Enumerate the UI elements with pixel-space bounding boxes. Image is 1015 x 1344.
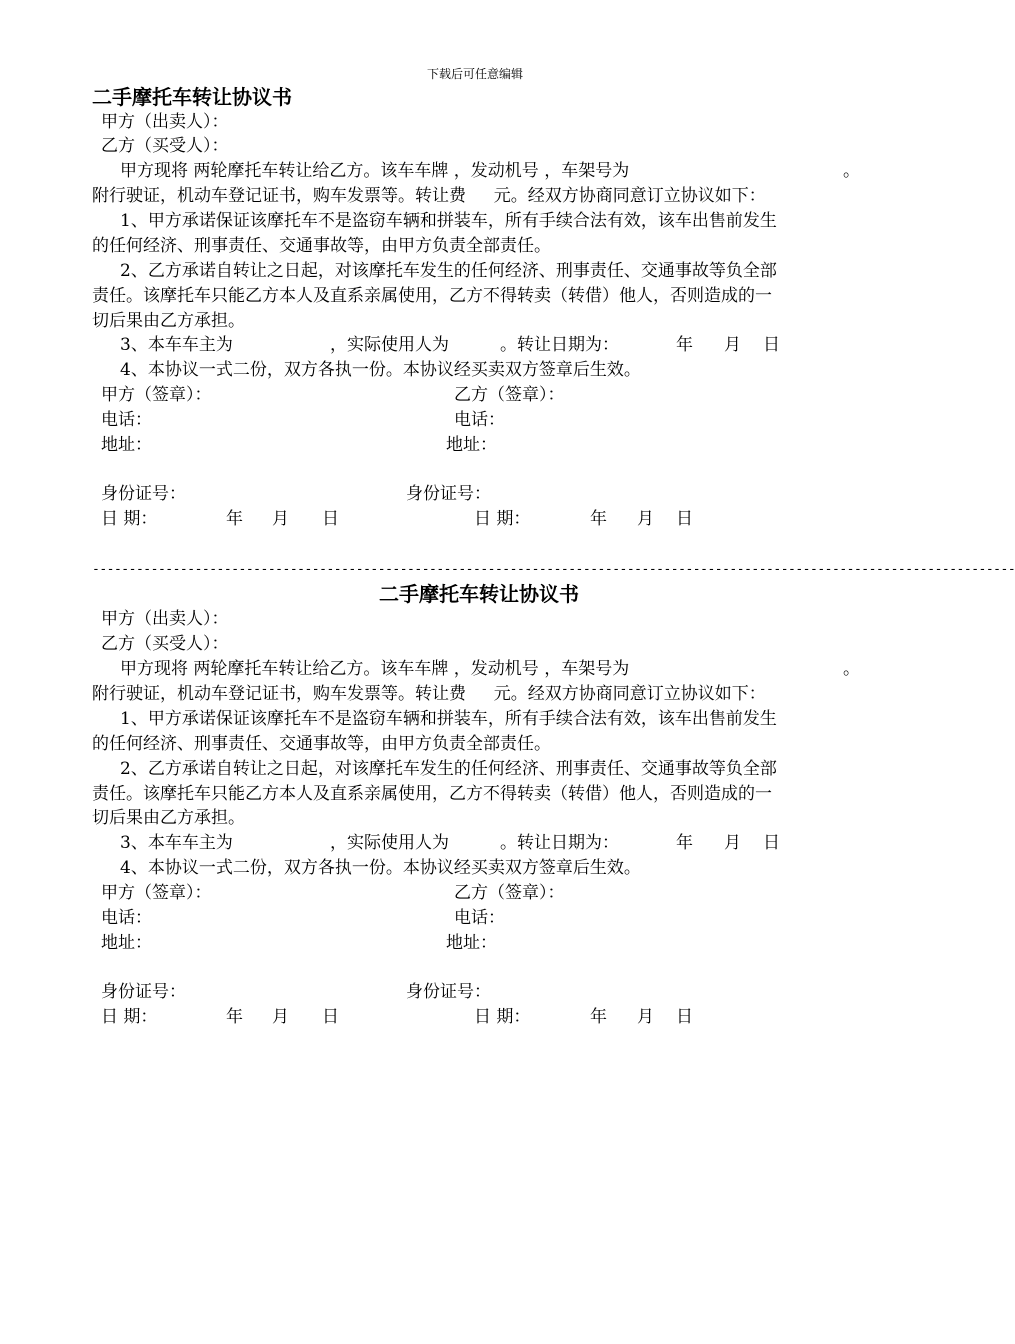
clause-2-line-2: 责任。该摩托车只能乙方本人及直系亲属使用，乙方不得转卖（转借）他人，否则造成的一 [92, 784, 772, 804]
party-b-label: 乙方（买受人）： [101, 136, 229, 156]
month-label: 月 [724, 833, 741, 853]
address-a-label: 地址： [101, 435, 152, 455]
sign-a-label: 甲方（签章）： [101, 385, 212, 405]
clause-1-line-1: 1、甲方承诺保证该摩托车不是盗窃车辆和拼装车，所有手续合法有效，该车出售前发生 [120, 709, 777, 729]
intro-line-1-end: 。 [843, 659, 860, 679]
date-a-year: 年 [226, 1007, 243, 1027]
date-b-day: 日 [676, 509, 693, 529]
day-label: 日 [763, 833, 780, 853]
clause-3-user: ，实际使用人为 [330, 335, 449, 355]
clause-3-date: 。转让日期为： [500, 335, 619, 355]
clause-1-line-2: 的任何经济、刑事责任、交通事故等，由甲方负责全部责任。 [92, 236, 551, 256]
address-b-label: 地址： [446, 435, 497, 455]
intro-line-1: 甲方现将 两轮摩托车转让给乙方。该车车牌 ，发动机号 ，车架号为 [120, 659, 630, 679]
clause-2-line-3: 切后果由乙方承担。 [92, 311, 245, 331]
phone-a-label: 电话： [101, 410, 152, 430]
phone-a-label: 电话： [101, 908, 152, 928]
clause-2-line-1: 2、乙方承诺自转让之日起，对该摩托车发生的任何经济、刑事责任、交通事故等负全部 [120, 759, 777, 779]
date-a-label: 日 期： [101, 1007, 158, 1027]
intro-line-2: 附行驶证，机动车登记证书，购车发票等。转让费 元。经双方协商同意订立协议如下： [92, 684, 766, 704]
intro-line-1: 甲方现将 两轮摩托车转让给乙方。该车车牌 ，发动机号 ，车架号为 [120, 161, 630, 181]
date-a-day: 日 [322, 1007, 339, 1027]
date-b-label: 日 期： [474, 509, 531, 529]
clause-1-line-2: 的任何经济、刑事责任、交通事故等，由甲方负责全部责任。 [92, 734, 551, 754]
page-header: 下载后可任意编辑 [426, 67, 523, 81]
sign-b-label: 乙方（签章）： [454, 883, 565, 903]
sign-a-label: 甲方（签章）： [101, 883, 212, 903]
date-b-day: 日 [676, 1007, 693, 1027]
id-b-label: 身份证号： [406, 484, 491, 504]
clause-1-line-1: 1、甲方承诺保证该摩托车不是盗窃车辆和拼装车，所有手续合法有效，该车出售前发生 [120, 211, 777, 231]
clause-3-user: ，实际使用人为 [330, 833, 449, 853]
agreement-title: 二手摩托车转让协议书 [379, 582, 579, 606]
date-b-label: 日 期： [474, 1007, 531, 1027]
date-a-year: 年 [226, 509, 243, 529]
year-label: 年 [676, 833, 693, 853]
address-b-label: 地址： [446, 933, 497, 953]
clause-3-owner: 3、本车车主为 [120, 833, 233, 853]
clause-3-owner: 3、本车车主为 [120, 335, 233, 355]
date-a-label: 日 期： [101, 509, 158, 529]
intro-line-2: 附行驶证，机动车登记证书，购车发票等。转让费 元。经双方协商同意订立协议如下： [92, 186, 766, 206]
date-b-month: 月 [637, 1007, 654, 1027]
clause-2-line-1: 2、乙方承诺自转让之日起，对该摩托车发生的任何经济、刑事责任、交通事故等负全部 [120, 261, 777, 281]
phone-b-label: 电话： [454, 908, 505, 928]
clause-2-line-3: 切后果由乙方承担。 [92, 808, 245, 828]
phone-b-label: 电话： [454, 410, 505, 430]
cut-line-separator: ------------------------------------------------------------------------------------------------------------------------------ [92, 562, 1015, 577]
party-a-label: 甲方（出卖人）： [101, 609, 229, 629]
date-a-month: 月 [272, 1007, 289, 1027]
date-b-year: 年 [590, 1007, 607, 1027]
year-label: 年 [676, 335, 693, 355]
party-a-label: 甲方（出卖人）： [101, 112, 229, 132]
month-label: 月 [724, 335, 741, 355]
clause-2-line-2: 责任。该摩托车只能乙方本人及直系亲属使用，乙方不得转卖（转借）他人，否则造成的一 [92, 286, 772, 306]
date-b-year: 年 [590, 509, 607, 529]
id-a-label: 身份证号： [101, 982, 186, 1002]
id-a-label: 身份证号： [101, 484, 186, 504]
clause-3-date: 。转让日期为： [500, 833, 619, 853]
intro-line-1-end: 。 [843, 161, 860, 181]
clause-4: 4、本协议一式二份，双方各执一份。本协议经买卖双方签章后生效。 [120, 360, 641, 380]
date-b-month: 月 [637, 509, 654, 529]
agreement-title: 二手摩托车转让协议书 [92, 85, 292, 109]
clause-4: 4、本协议一式二份，双方各执一份。本协议经买卖双方签章后生效。 [120, 858, 641, 878]
sign-b-label: 乙方（签章）： [454, 385, 565, 405]
party-b-label: 乙方（买受人）： [101, 634, 229, 654]
day-label: 日 [763, 335, 780, 355]
date-a-day: 日 [322, 509, 339, 529]
address-a-label: 地址： [101, 933, 152, 953]
id-b-label: 身份证号： [406, 982, 491, 1002]
date-a-month: 月 [272, 509, 289, 529]
